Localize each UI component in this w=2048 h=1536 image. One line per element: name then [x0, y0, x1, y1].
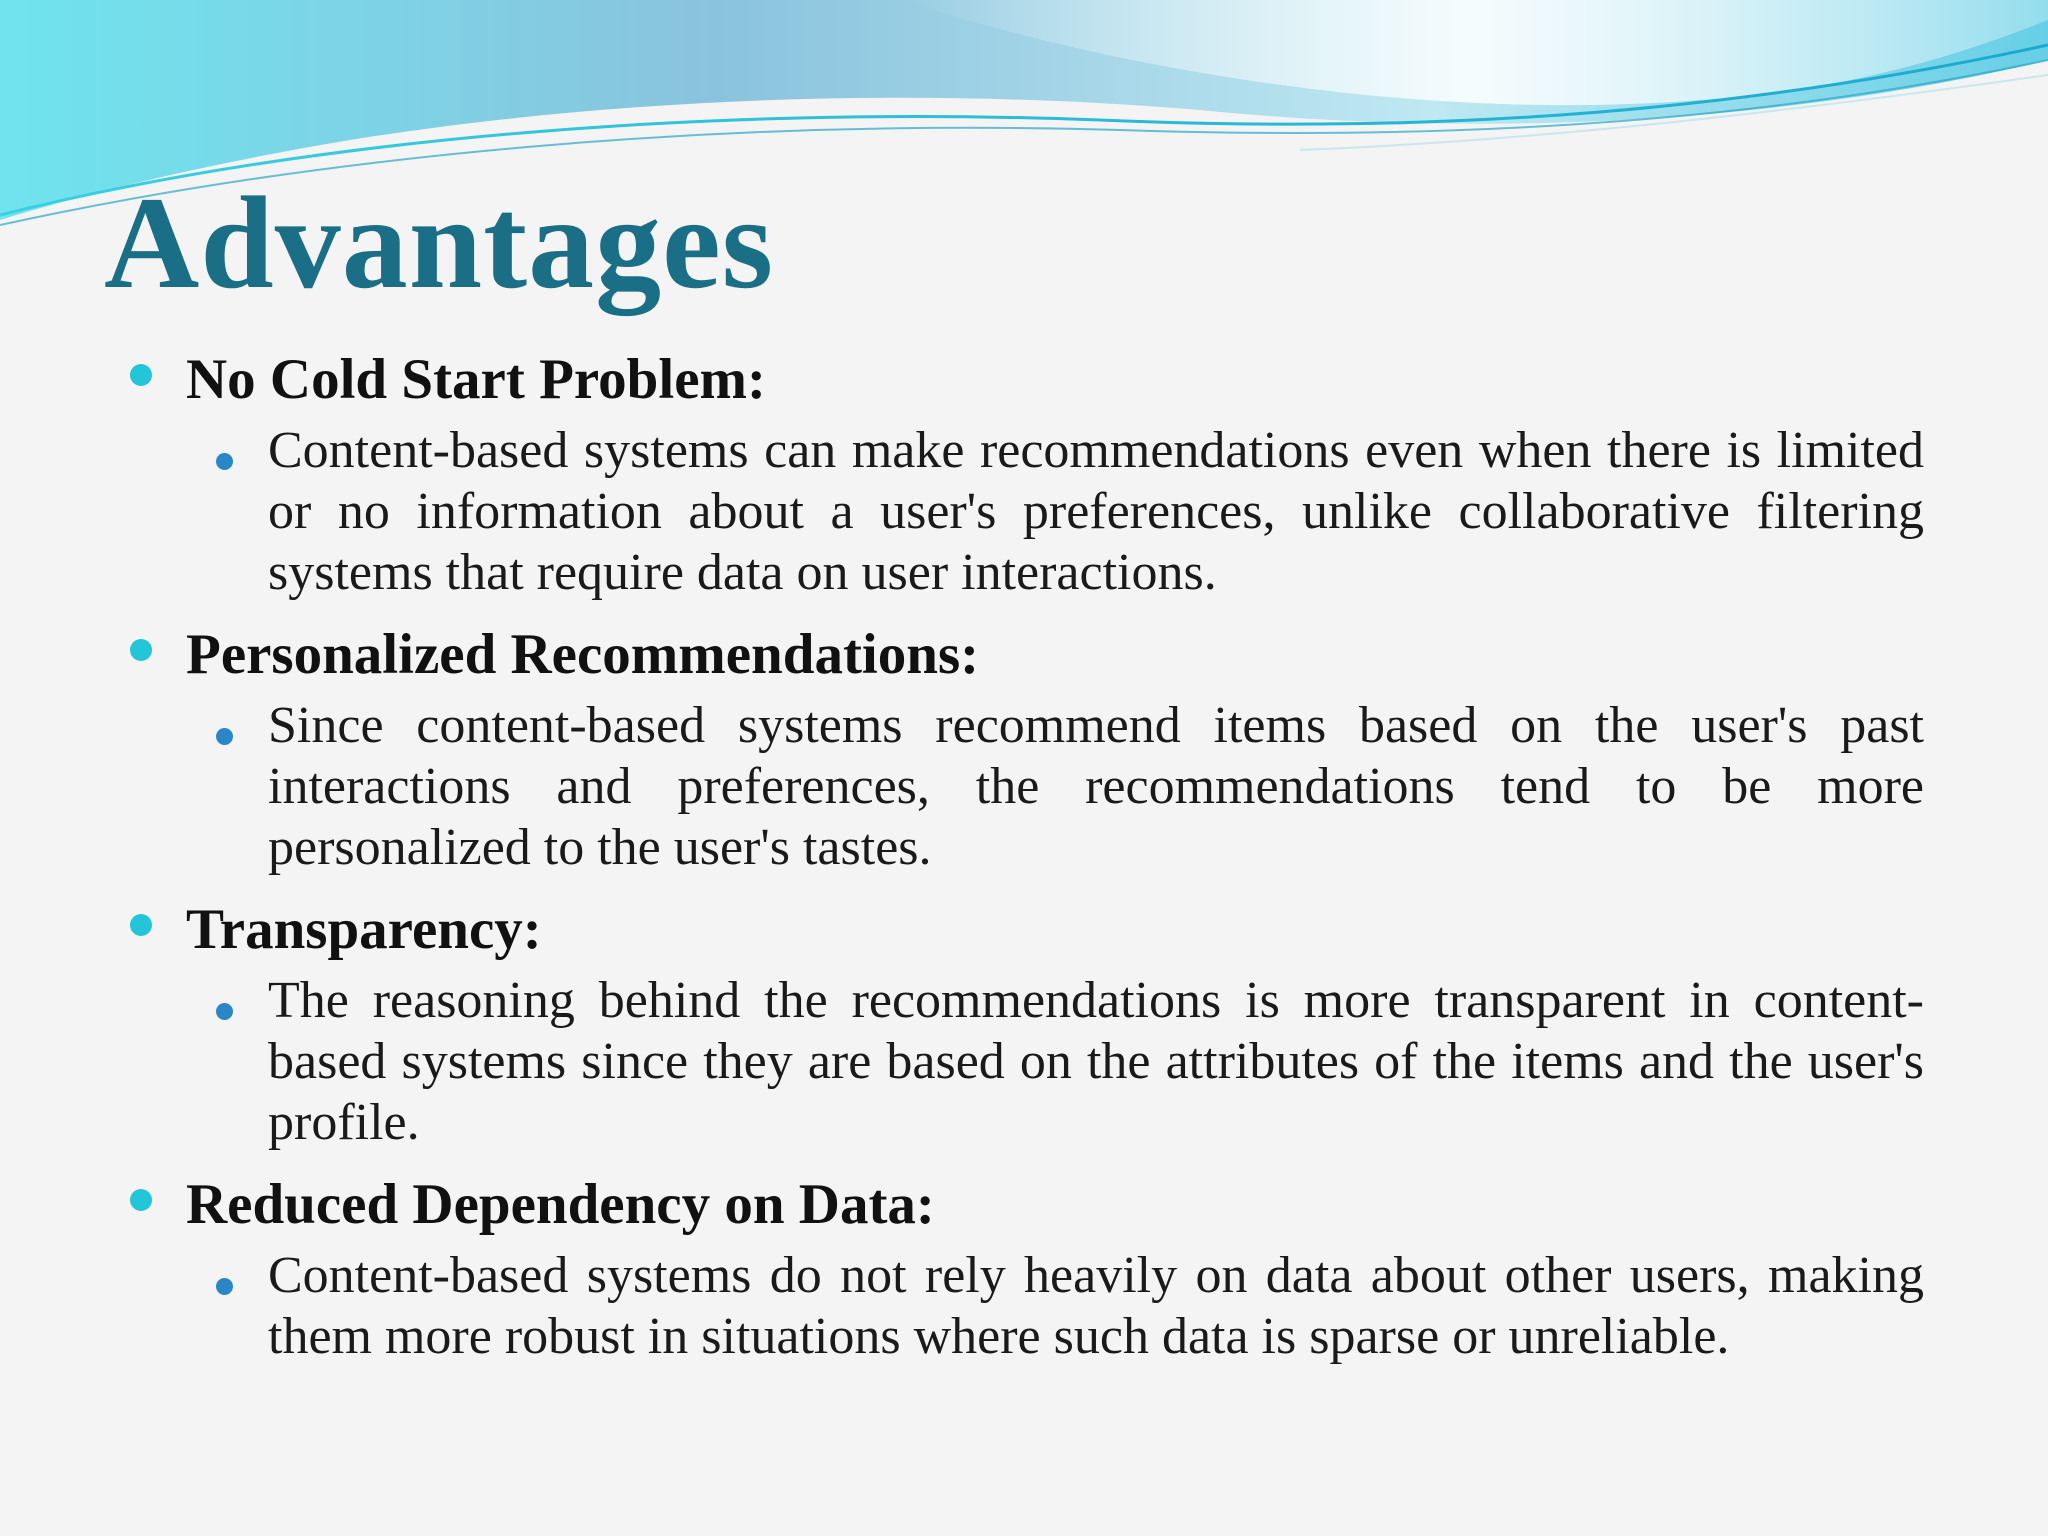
sub-point: [0, 970, 2048, 1165]
heading-row: [0, 615, 2048, 695]
bullet-dot-icon: [130, 914, 152, 936]
advantage-item-reduced-dependency: [0, 1165, 2048, 1379]
sub-point: [0, 420, 2048, 615]
heading-row: [0, 1165, 2048, 1245]
bullet-dot-icon: [130, 1189, 152, 1211]
advantage-description: Content-based systems can make recommendations even when there is limited or no information about a user's preferences, unlike collaborative filtering systems that require data on user interactions.: [268, 422, 1924, 601]
advantage-description: Since content-based systems recommend items based on the user's past interactions and preferences, the recommendations tend to be more personalized to the user's tastes.: [268, 697, 1924, 876]
advantage-heading: Personalized Recommendations:: [186, 623, 980, 686]
bullet-dot-icon: [130, 364, 152, 386]
advantage-heading: No Cold Start Problem:: [186, 348, 766, 411]
sub-point: [0, 695, 2048, 890]
bullet-dot-icon: [130, 639, 152, 661]
heading-row: [0, 340, 2048, 420]
advantage-heading: Reduced Dependency on Data:: [186, 1173, 935, 1236]
sub-bullet-dot-icon: [216, 1003, 233, 1020]
advantages-list: [0, 340, 2048, 1379]
advantage-item-cold-start: [0, 340, 2048, 615]
advantage-description: The reasoning behind the recommendations is more transparent in content-based systems since they are based on the attributes of the items and the user's profile.: [268, 972, 1924, 1151]
sub-bullet-dot-icon: [216, 1278, 233, 1295]
heading-row: [0, 890, 2048, 970]
advantage-item-transparency: [0, 890, 2048, 1165]
slide-title: Advantages: [104, 169, 775, 316]
advantage-heading: Transparency:: [186, 898, 542, 961]
sub-bullet-dot-icon: [216, 728, 233, 745]
advantage-item-personalized: [0, 615, 2048, 890]
sub-point: [0, 1245, 2048, 1379]
sub-bullet-dot-icon: [216, 453, 233, 470]
advantage-description: Content-based systems do not rely heavily on data about other users, making them more robust in situations where such data is sparse or unreliable.: [268, 1247, 1924, 1365]
